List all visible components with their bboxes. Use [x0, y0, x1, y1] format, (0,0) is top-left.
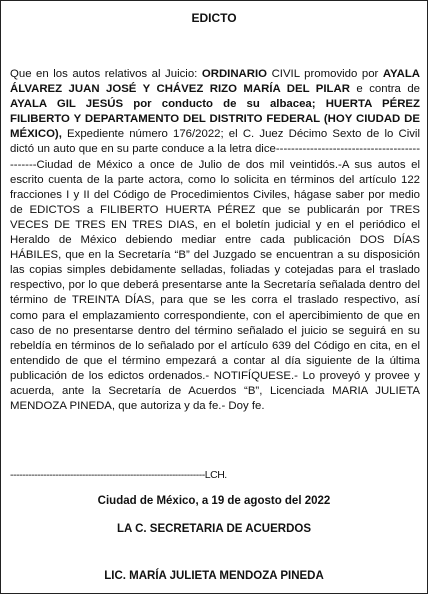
- secretary-name: LIC. MARÍA JULIETA MENDOZA PINEDA: [104, 570, 324, 582]
- body-text-2: CIVIL promovido por: [267, 68, 383, 80]
- date-line: Ciudad de México, a 19 de agosto del 2022: [97, 495, 331, 507]
- body-bold-3: AYALA GIL JESÚS por conducto de su albacea; HUERTA PÉREZ FILIBERTO Y DEPARTAMENTO DEL DISTRITO FEDERAL (HOY CIUDAD DE MÉXICO),: [10, 98, 420, 141]
- body-bold-1: ORDINARIO: [201, 68, 268, 80]
- body-text-1: Que en los autos relativos al Juicio:: [10, 68, 202, 80]
- document-title: EDICTO: [191, 11, 237, 25]
- edict-body: [10, 67, 420, 414]
- initials-line: -----------------------------------------------------------------LCH.: [10, 469, 227, 481]
- body-bold-2: AYALA ÁLVAREZ JUAN JOSÉ Y CHÁVEZ RIZO MARÍA DEL PILAR: [10, 68, 420, 96]
- secretary-role: LA C. SECRETARIA DE ACUERDOS: [116, 523, 312, 535]
- body-text-3: e contra de: [349, 83, 420, 96]
- body-text-4: Expediente número 176/2022; el C. Juez Décimo Sexto de lo Civil dictó un auto que en su parte conduce a la letra dice---------------------------------------------Ciudad de México a once de Julio de dos mil veintidós.-A sus autos el escrito cuenta de la parte actora, como lo solicita en términos del artículo 122 fracciones I y II del Código de Procedimientos Civiles, hágase saber por medio de EDICTOS a FILIBERTO HUERTA PÉREZ que se publicarán por TRES VECES DE TRES EN TRES DIAS, en el boletín judicial y en el periódico el Heraldo de México debiendo mediar entre cada publicación DOS DÍAS HÁBILES, que en la Secretaría “B” del Juzgado se encuentran a su disposición las copias simples debidamente selladas, foliadas y cotejadas para el traslado respectivo, por lo que deberá presentarse ante la Secretaría señalada dentro del término de TREINTA DÍAS, para que se les corra el traslado respectivo, así como para el emplazamiento correspondiente, con el apercibimiento de que en caso de no presentarse dentro del término señalado el juicio se seguirá en su rebeldía en términos de lo señalado por el artículo 639 del Código en cita, en el entendido de que el término empezará a contar al día siguiente de la última publicación de los edictos ordenados.- NOTIFÍQUESE.- Lo proveyó y provee y acuerda, ante la Secretaría de Acuerdos “B”, Licenciada MARIA JULIETA MENDOZA PINEDA, que autoriza y da fe.- Doy fe.: [10, 128, 420, 413]
